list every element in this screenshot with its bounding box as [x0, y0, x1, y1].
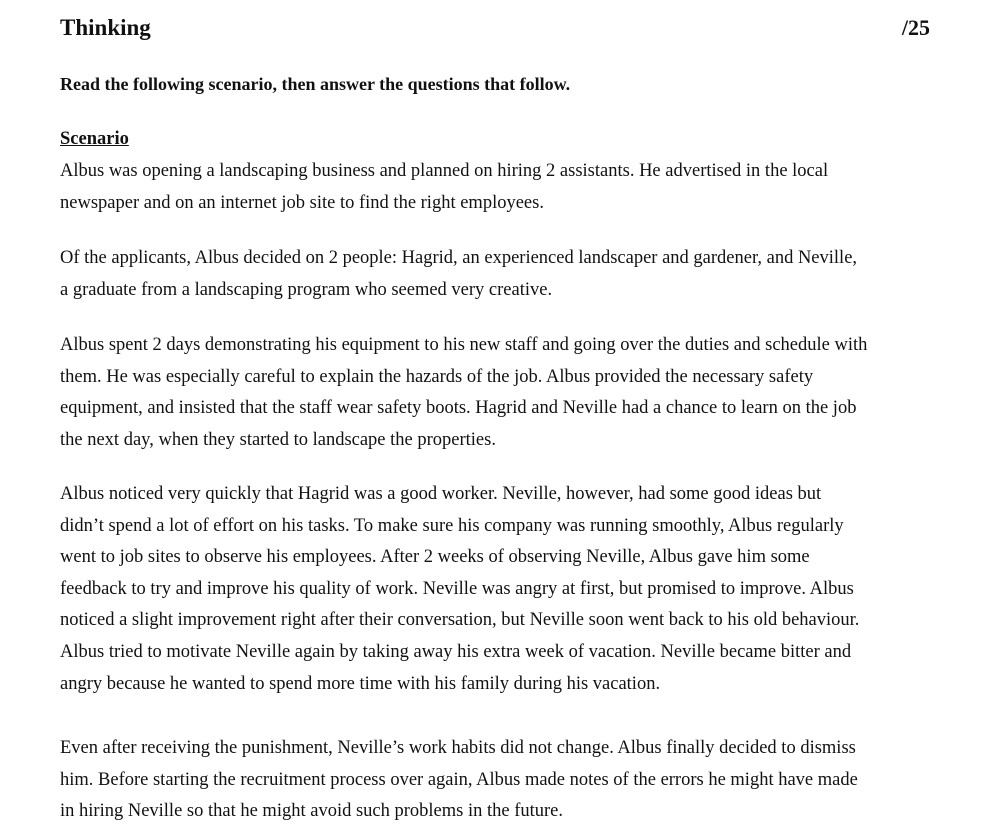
header-row: [60, 14, 930, 44]
scenario-paragraph-2: [60, 243, 940, 306]
paragraph-line: equipment, and insisted that the staff wear safety boots. Hagrid and Neville had a chance to learn on the job: [60, 398, 857, 419]
section-title: Thinking: [60, 15, 151, 40]
paragraph-line: Of the applicants, Albus decided on 2 people: Hagrid, an experienced landscaper and gardener, and Neville,: [60, 248, 858, 268]
paragraph-line: him. Before starting the recruitment process over again, Albus made notes of the errors he might have made: [60, 769, 858, 790]
paragraph-line: Albus spent 2 days demonstrating his equipment to his new staff and going over the duties and schedule with: [60, 335, 868, 355]
instruction-text: Read the following scenario, then answer the questions that follow.: [60, 74, 571, 94]
paragraph-line: Albus was opening a landscaping business and planned on hiring 2 assistants. He advertised in the local: [60, 161, 829, 181]
paragraph-line: a graduate from a landscaping program who seemed very creative.: [60, 279, 553, 300]
scenario-paragraph-3: [60, 330, 940, 456]
paragraph-line: Albus noticed very quickly that Hagrid was a good worker. Neville, however, had some good ideas but: [60, 484, 822, 504]
scenario-paragraph-1: [60, 156, 940, 219]
paragraph-line: newspaper and on an internet job site to find the right employees.: [60, 192, 544, 213]
paragraph-line: Albus tried to motivate Neville again by taking away his extra week of vacation. Neville became bitter and: [60, 641, 852, 662]
paragraph-line: feedback to try and improve his quality of work. Neville was angry at first, but promised to improve. Albus: [60, 578, 854, 599]
paragraph-line: in hiring Neville so that he might avoid such problems in the future.: [60, 801, 564, 822]
scenario-paragraph-5: [60, 733, 940, 828]
paragraph-line: Even after receiving the punishment, Neville’s work habits did not change. Albus finally decided to dismiss: [60, 738, 856, 758]
paragraph-line: them. He was especially careful to explain the hazards of the job. Albus provided the necessary safety: [60, 366, 814, 387]
paragraph-line: noticed a slight improvement right after their conversation, but Neville soon went back to his old behaviour.: [60, 610, 860, 631]
score-total: /25: [901, 15, 930, 40]
paragraph-line: the next day, when they started to landscape the properties.: [60, 429, 496, 450]
paragraph-line: didn’t spend a lot of effort on his tasks. To make sure his company was running smoothly, Albus regularly: [60, 515, 844, 536]
scenario-heading: Scenario: [60, 129, 129, 149]
scenario-paragraph-4: [60, 479, 940, 700]
paragraph-line: angry because he wanted to spend more time with his family during his vacation.: [60, 673, 661, 694]
paragraph-line: went to job sites to observe his employees. After 2 weeks of observing Neville, Albus gave him some: [60, 547, 810, 568]
